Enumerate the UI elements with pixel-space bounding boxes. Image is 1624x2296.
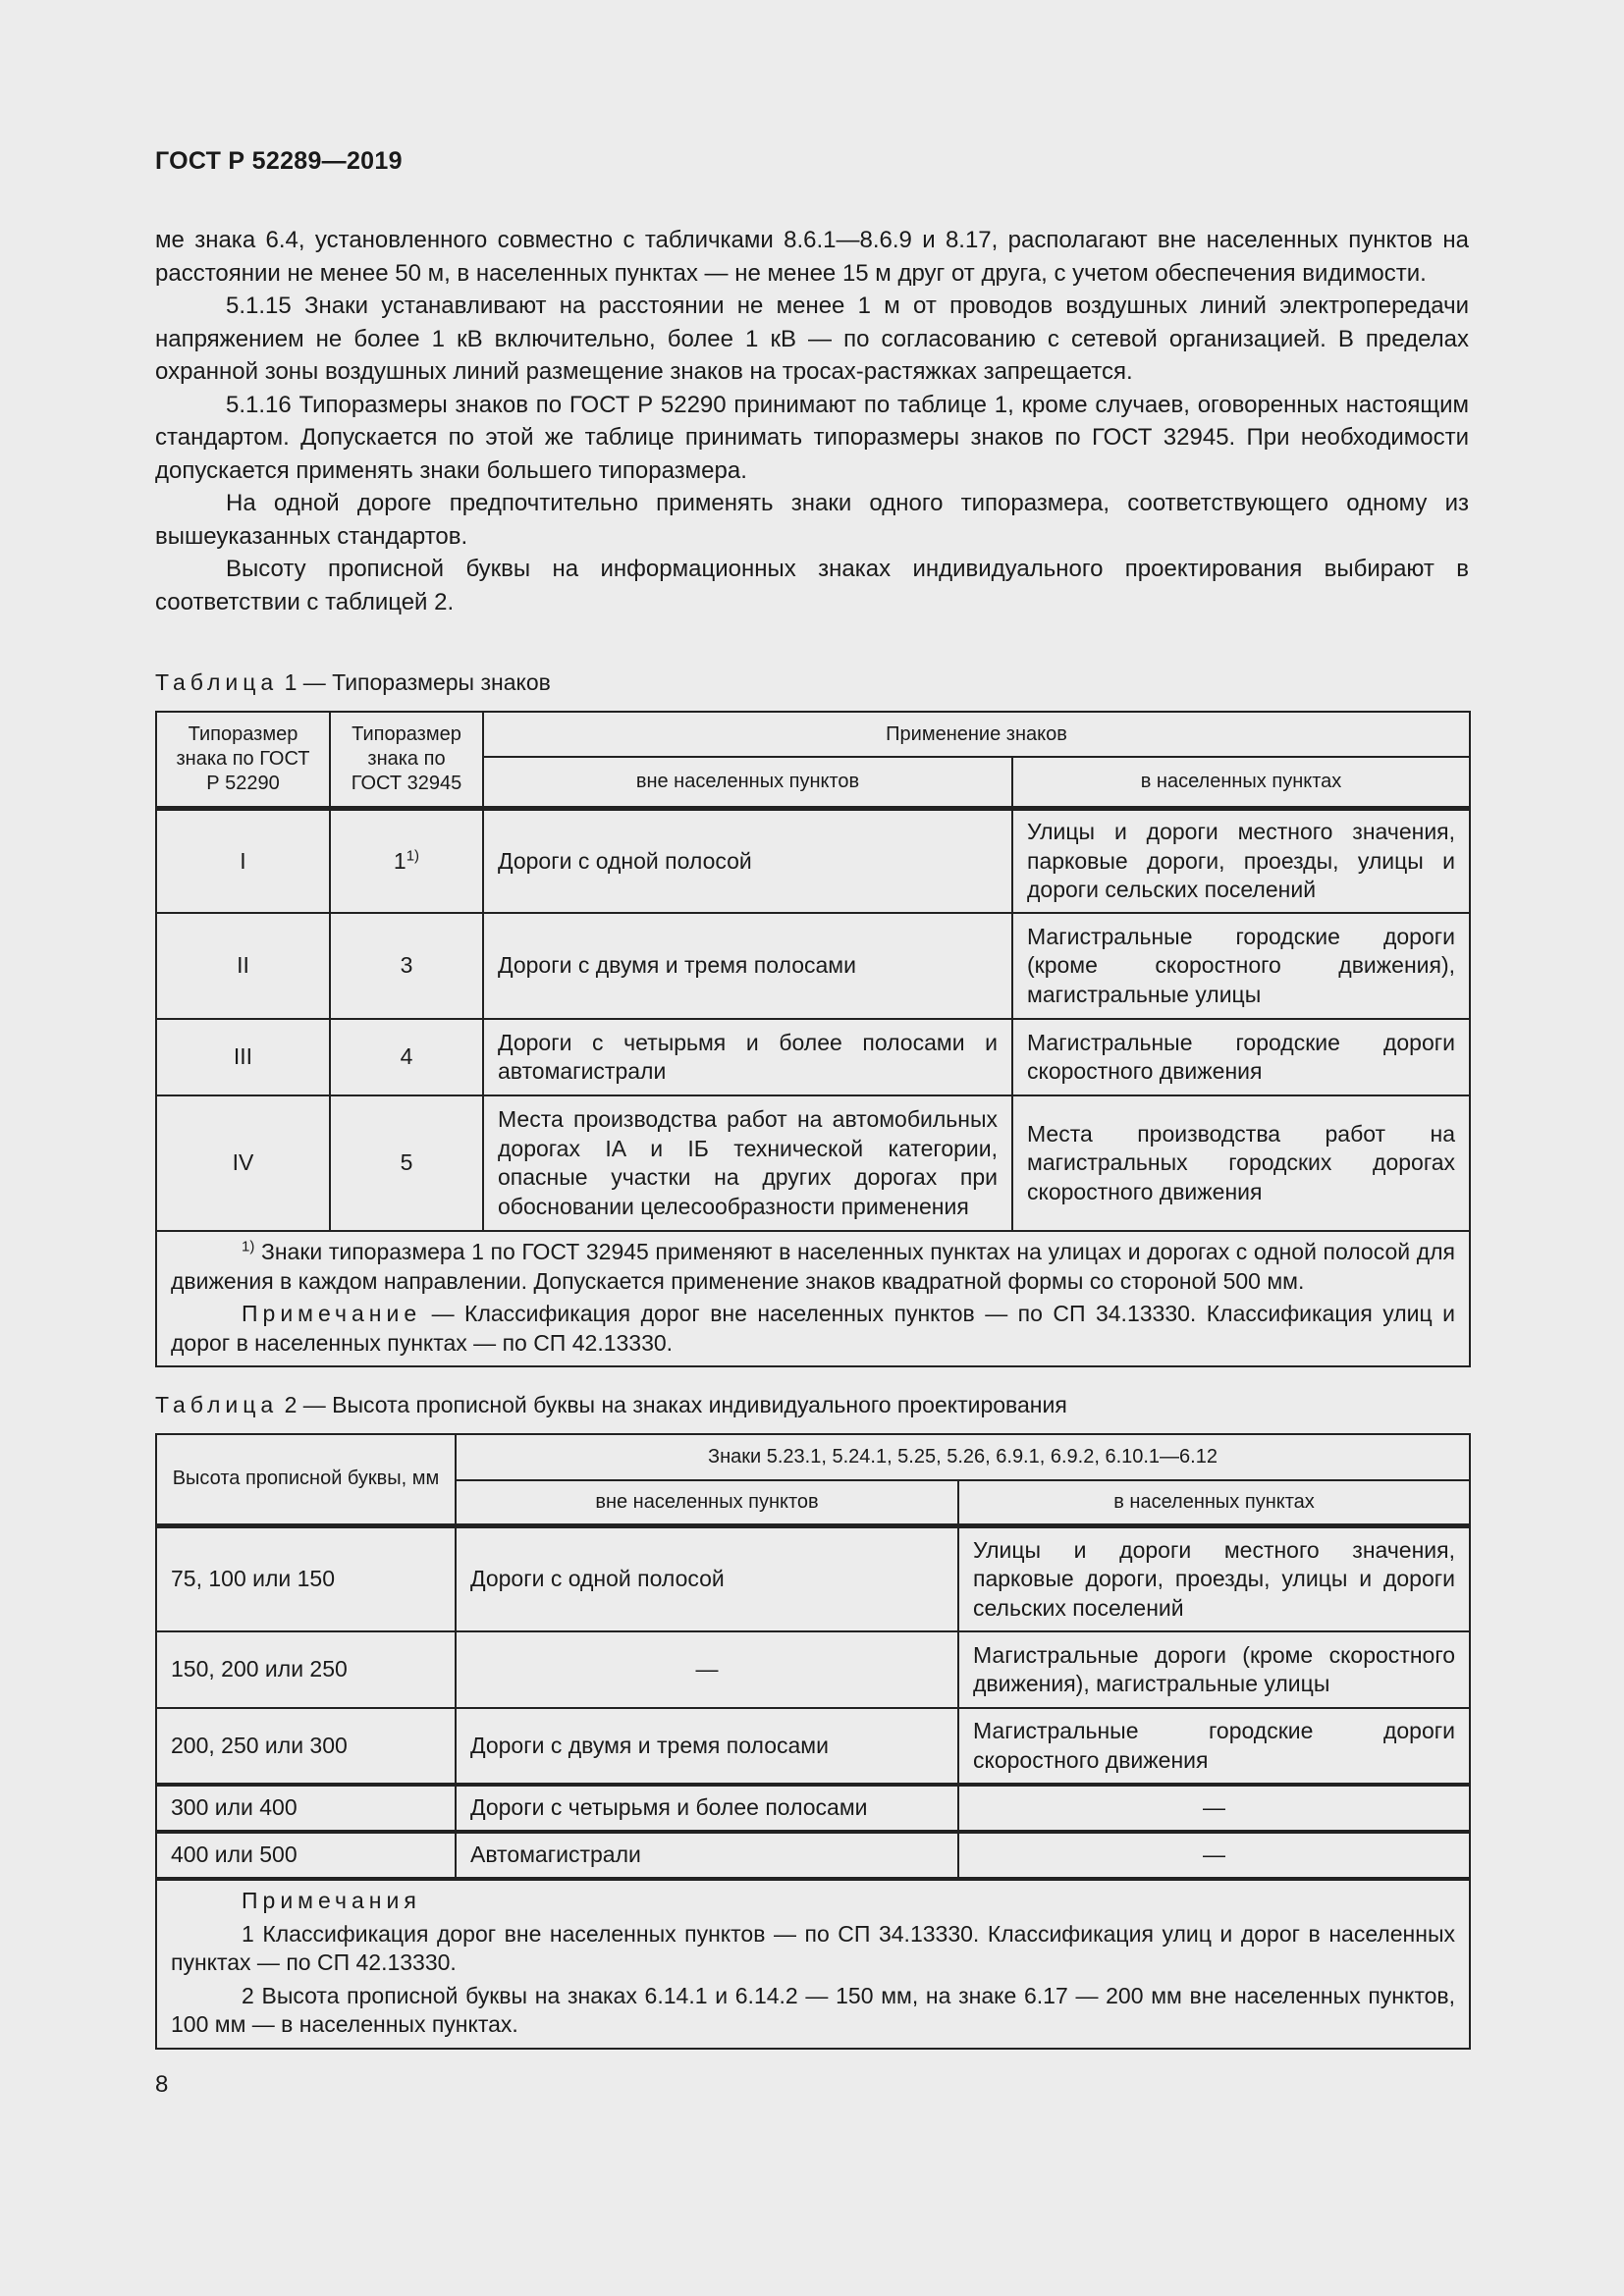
footnote-ref: 1)	[406, 846, 420, 864]
table-cell: 4	[330, 1019, 483, 1095]
table-cell: Магистральные городские дороги скоростного движения	[958, 1708, 1470, 1785]
table-cell: 3	[330, 913, 483, 1019]
paragraph: ме знака 6.4, установленного совместно с табличками 8.6.1—8.6.9 и 8.17, располагают вне населенных пунктов на расстоянии не менее 50 м, в населенных пунктах — не менее 15 м друг от друга, с учетом обеспечения видимости.	[155, 227, 1469, 287]
header-cell: Типоразмер знака по ГОСТ 32945	[330, 712, 483, 808]
table-cell: Места производства работ на автомобильных дорогах IA и IБ технической категории, опасные участки на других дорогах при обосновании целесообразности применения	[483, 1095, 1012, 1231]
cell-value: 1	[393, 847, 406, 874]
notes-title: Примечания	[242, 1888, 421, 1913]
paragraph: На одной дороге предпочтительно применять знаки одного типоразмера, соответствующего одному из вышеуказанных стандартов.	[155, 490, 1469, 550]
table-cell: IV	[156, 1095, 330, 1231]
table-cell: Дороги с двумя и тремя полосами	[483, 913, 1012, 1019]
header-cell: Типоразмер знака по ГОСТ Р 52290	[156, 712, 330, 808]
table-cell: I	[156, 808, 330, 913]
caption-word: Таблица	[155, 669, 279, 695]
table-1-caption	[155, 669, 551, 696]
note-text: — Классификация дорог вне населенных пунктов — по СП 34.13330. Классификация улиц и дорог в населенных пунктах — по СП 42.13330.	[171, 1301, 1456, 1356]
footnote-mark: 1)	[242, 1238, 255, 1255]
table-footnote-row	[156, 1231, 1470, 1366]
header-cell: Высота прописной буквы, мм	[156, 1434, 456, 1525]
table-notes-row	[156, 1879, 1470, 2049]
table-row	[156, 1832, 1470, 1879]
table-cell: Магистральные городские дороги скоростного движения	[1012, 1019, 1470, 1095]
table-cell: Магистральные городские дороги (кроме скоростного движения), магистральные улицы	[1012, 913, 1470, 1019]
table-cell	[330, 808, 483, 913]
body-text	[155, 224, 1469, 618]
table-cell: —	[958, 1785, 1470, 1832]
table-cell: Места производства работ на магистральных городских дорогах скоростного движения	[1012, 1095, 1470, 1231]
table-cell: III	[156, 1019, 330, 1095]
table-1	[155, 711, 1471, 1367]
caption-text: 2 — Высота прописной буквы на знаках индивидуального проектирования	[278, 1392, 1067, 1417]
table-cell: Дороги с двумя и тремя полосами	[456, 1708, 958, 1785]
header-cell: вне населенных пунктов	[456, 1480, 958, 1525]
table-cell: Улицы и дороги местного значения, парковые дороги, проезды, улицы и дороги сельских поселений	[1012, 808, 1470, 913]
caption-word: Таблица	[155, 1392, 279, 1417]
caption-text: 1 — Типоразмеры знаков	[278, 669, 551, 695]
table-notes	[156, 1879, 1470, 2049]
table-cell: Автомагистрали	[456, 1832, 958, 1879]
document-header: ГОСТ Р 52289—2019	[155, 147, 403, 175]
table-cell: Дороги с одной полосой	[483, 808, 1012, 913]
table-row	[156, 1095, 1470, 1231]
table-row	[156, 1019, 1470, 1095]
table-cell: 200, 250 или 300	[156, 1708, 456, 1785]
header-cell: в населенных пунктах	[1012, 757, 1470, 808]
table-cell: 75, 100 или 150	[156, 1525, 456, 1631]
page-number: 8	[155, 2071, 169, 2098]
table-row	[156, 1785, 1470, 1832]
paragraph: Высоту прописной буквы на информационных знаках индивидуального проектирования выбирают в соответствии с таблицей 2.	[155, 556, 1469, 615]
note-2: 2 Высота прописной буквы на знаках 6.14.1 и 6.14.2 — 150 мм, на знаке 6.17 — 200 мм вне населенных пунктов, 100 мм — в населенных пунктах.	[171, 1982, 1455, 2037]
table-cell: 150, 200 или 250	[156, 1631, 456, 1708]
table-note	[171, 1300, 1455, 1358]
table-cell: Дороги с одной полосой	[456, 1525, 958, 1631]
table-row	[156, 1708, 1470, 1785]
table-row	[156, 1631, 1470, 1708]
table-2-caption	[155, 1392, 1067, 1418]
table-row	[156, 1525, 1470, 1631]
table-row	[156, 913, 1470, 1019]
table-cell: 5	[330, 1095, 483, 1231]
table-cell: Магистральные дороги (кроме скоростного движения), магистральные улицы	[958, 1631, 1470, 1708]
footnote	[171, 1238, 1455, 1296]
header-cell: в населенных пунктах	[958, 1480, 1470, 1525]
table-cell: —	[958, 1832, 1470, 1879]
note-word: Примечание	[242, 1301, 422, 1326]
paragraph-5-1-15: 5.1.15 Знаки устанавливают на расстоянии не менее 1 м от проводов воздушных линий электропередачи напряжением не более 1 кВ включительно, более 1 кВ — по согласованию с сетевой организацией. В пределах охранной зоны воздушных линий размещение знаков на тросах-растяжках запрещается.	[155, 293, 1469, 385]
table-cell: II	[156, 913, 330, 1019]
table-cell: Улицы и дороги местного значения, парковые дороги, проезды, улицы и дороги сельских поселений	[958, 1525, 1470, 1631]
note-1: 1 Классификация дорог вне населенных пунктов — по СП 34.13330. Классификация улиц и дорог в населенных пунктах — по СП 42.13330.	[171, 1920, 1455, 1975]
paragraph-5-1-16: 5.1.16 Типоразмеры знаков по ГОСТ Р 52290 принимают по таблице 1, кроме случаев, оговоренных настоящим стандартом. Допускается по этой же таблице принимать типоразмеры знаков по ГОСТ 32945. При необходимости допускается применять знаки большего типоразмера.	[155, 391, 1469, 484]
header-cell: вне населенных пунктов	[483, 757, 1012, 808]
table-footnote	[156, 1231, 1470, 1366]
footnote-text: Знаки типоразмера 1 по ГОСТ 32945 применяют в населенных пунктах на улицах и дорогах с одной полосой для движения в каждом направлении. Допускается применение знаков квадратной формы со стороной 500 мм.	[171, 1239, 1456, 1294]
table-cell: 300 или 400	[156, 1785, 456, 1832]
table-cell: Дороги с четырьмя и более полосами	[456, 1785, 958, 1832]
table-2	[155, 1433, 1471, 2050]
header-cell: Знаки 5.23.1, 5.24.1, 5.25, 5.26, 6.9.1, 6.9.2, 6.10.1—6.12	[456, 1434, 1470, 1480]
header-cell: Применение знаков	[483, 712, 1470, 757]
table-cell: —	[456, 1631, 958, 1708]
table-row	[156, 808, 1470, 913]
table-cell: 400 или 500	[156, 1832, 456, 1879]
table-cell: Дороги с четырьмя и более полосами и автомагистрали	[483, 1019, 1012, 1095]
